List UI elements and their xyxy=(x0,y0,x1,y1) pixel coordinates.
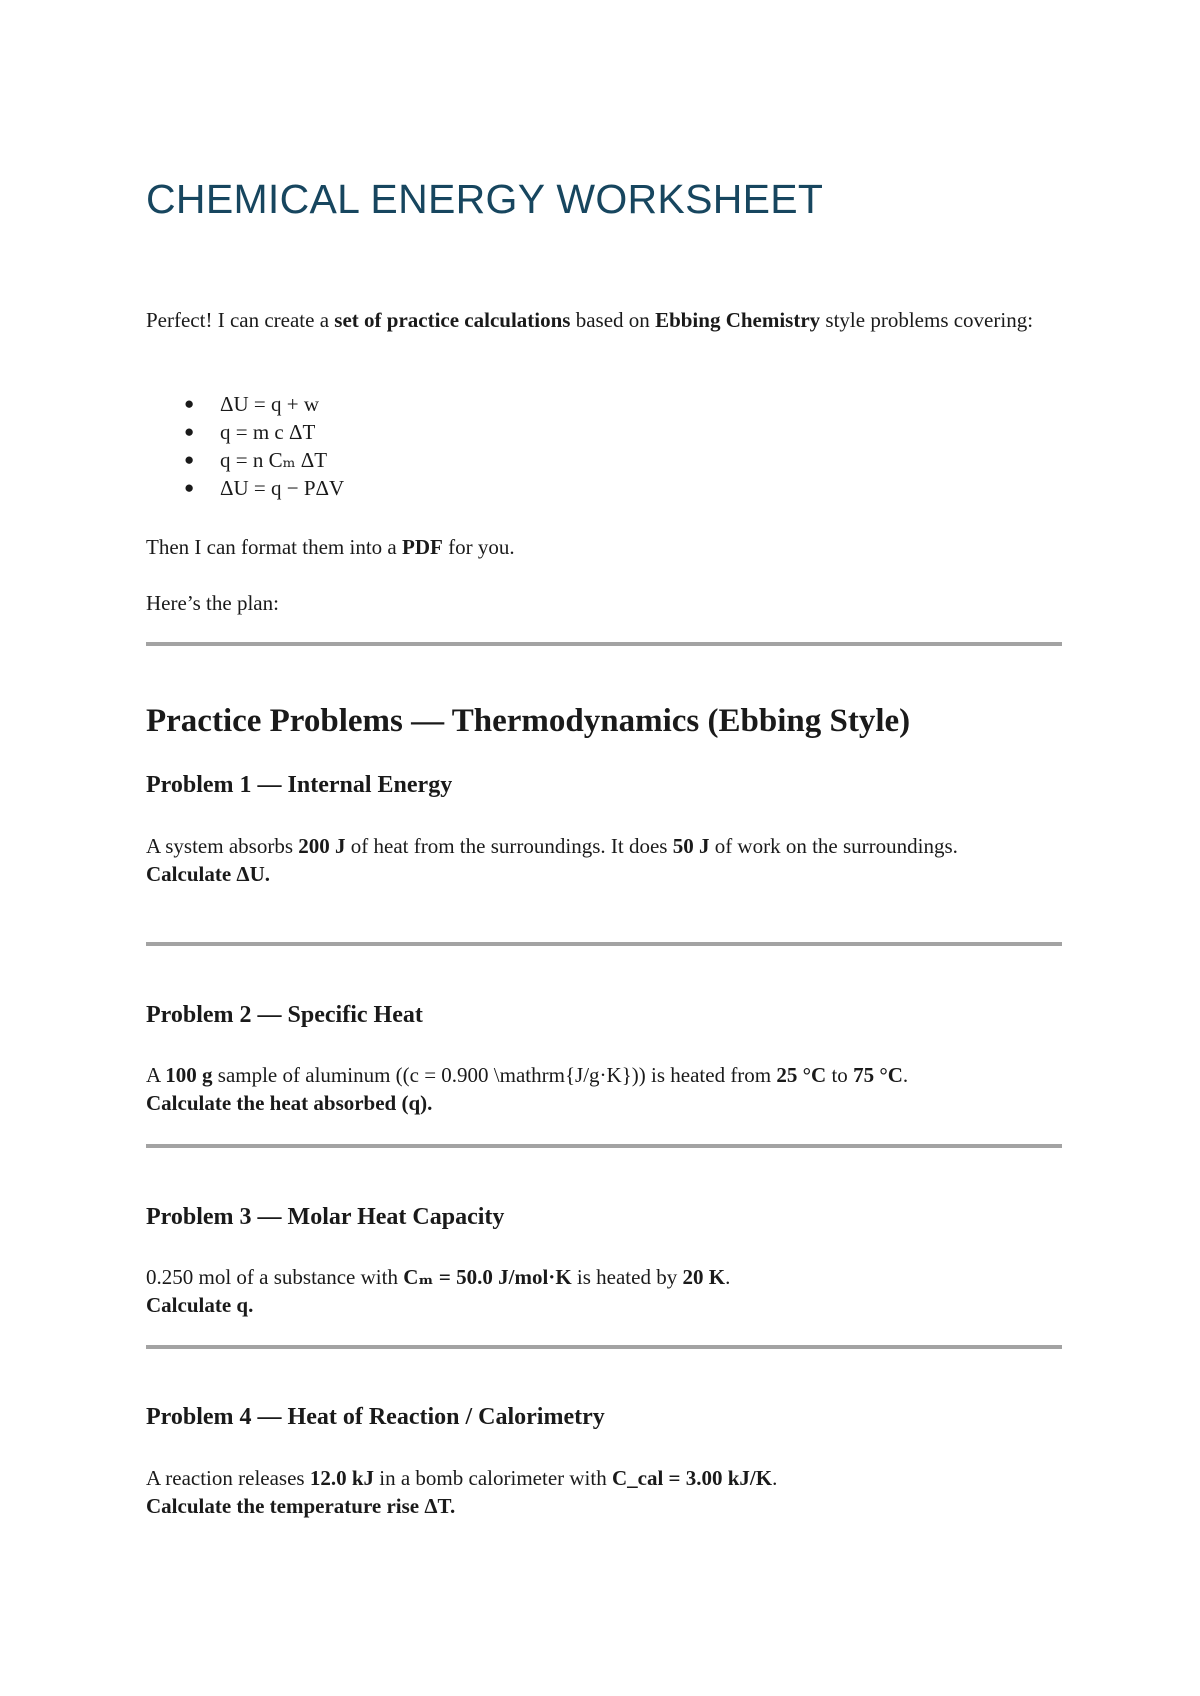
problem-3-heading: Problem 3 — Molar Heat Capacity xyxy=(146,1204,505,1230)
bullet-icon: ● xyxy=(184,450,195,469)
problem-4-question: Calculate the temperature rise ΔT. xyxy=(146,1494,456,1518)
plan-paragraph: Here’s the plan: xyxy=(146,591,279,615)
problem-1-question: Calculate ΔU. xyxy=(146,862,270,886)
problem-3-body xyxy=(146,1263,1062,1319)
formula-item xyxy=(146,390,344,418)
problem-value: 12.0 kJ xyxy=(309,1466,375,1490)
problem-value: 25 °C xyxy=(776,1063,827,1087)
problem-2-body xyxy=(146,1061,1062,1117)
intro-paragraph xyxy=(146,306,1062,334)
horizontal-rule xyxy=(146,942,1062,946)
formula-item xyxy=(146,418,344,446)
problem-text: A system absorbs xyxy=(146,834,299,858)
formula-text: ΔU = q − PΔV xyxy=(220,476,345,500)
then-bold-pdf: PDF xyxy=(402,535,443,559)
intro-text: based on xyxy=(570,308,656,332)
problem-value: 20 K xyxy=(682,1265,726,1289)
then-text: Then I can format them into a xyxy=(146,535,402,559)
section-heading: Practice Problems — Thermodynamics (Ebbing Style) xyxy=(146,703,911,739)
problem-text: A xyxy=(146,1063,166,1087)
intro-bold-ebbing: Ebbing Chemistry xyxy=(655,308,821,332)
problem-text: . xyxy=(725,1265,731,1289)
intro-text: style problems covering: xyxy=(820,308,1034,332)
horizontal-rule xyxy=(146,1345,1062,1349)
horizontal-rule xyxy=(146,642,1062,646)
formula-text: ΔU = q + w xyxy=(220,392,320,416)
bullet-icon: ● xyxy=(184,478,195,497)
problem-text: of heat from the surroundings. It does xyxy=(345,834,673,858)
intro-bold-practice: set of practice calculations xyxy=(334,308,571,332)
problem-value: 100 g xyxy=(165,1063,213,1087)
problem-text: . xyxy=(772,1466,778,1490)
then-text: for you. xyxy=(442,535,515,559)
then-paragraph xyxy=(146,533,515,561)
problem-value: 200 J xyxy=(298,834,346,858)
problem-3-question: Calculate q. xyxy=(146,1293,254,1317)
formula-text: q = n Cₘ ΔT xyxy=(220,448,328,472)
problem-1-body xyxy=(146,832,1062,888)
problem-value: 75 °C xyxy=(853,1063,903,1087)
problem-4-heading: Problem 4 — Heat of Reaction / Calorimetry xyxy=(146,1404,605,1430)
problem-text: in a bomb calorimeter with xyxy=(374,1466,612,1490)
intro-text: Perfect! I can create a xyxy=(146,308,335,332)
document-title: CHEMICAL ENERGY WORKSHEET xyxy=(146,176,824,222)
problem-2-heading: Problem 2 — Specific Heat xyxy=(146,1002,423,1028)
bullet-icon: ● xyxy=(184,394,195,413)
problem-text: of work on the surroundings. xyxy=(709,834,958,858)
problem-text: A reaction releases xyxy=(146,1466,310,1490)
problem-value: C_cal = 3.00 kJ/K xyxy=(611,1466,773,1490)
problem-1-heading: Problem 1 — Internal Energy xyxy=(146,772,453,798)
formula-item xyxy=(146,474,344,502)
problem-text: to xyxy=(826,1063,854,1087)
formula-text: q = m c ΔT xyxy=(220,420,316,444)
problem-value: 50 J xyxy=(672,834,710,858)
problem-text: is heated by xyxy=(571,1265,683,1289)
problem-value: Cₘ = 50.0 J/mol·K xyxy=(403,1265,572,1289)
problem-text: 0.250 mol of a substance with xyxy=(146,1265,404,1289)
bullet-icon: ● xyxy=(184,422,195,441)
problem-text: sample of aluminum ((c = 0.900 \mathrm{J/g·K})) is heated from xyxy=(212,1063,777,1087)
horizontal-rule xyxy=(146,1144,1062,1148)
formula-list xyxy=(146,390,344,502)
problem-2-question: Calculate the heat absorbed (q). xyxy=(146,1091,433,1115)
formula-item xyxy=(146,446,344,474)
problem-text: . xyxy=(902,1063,909,1087)
problem-4-body xyxy=(146,1464,1062,1520)
